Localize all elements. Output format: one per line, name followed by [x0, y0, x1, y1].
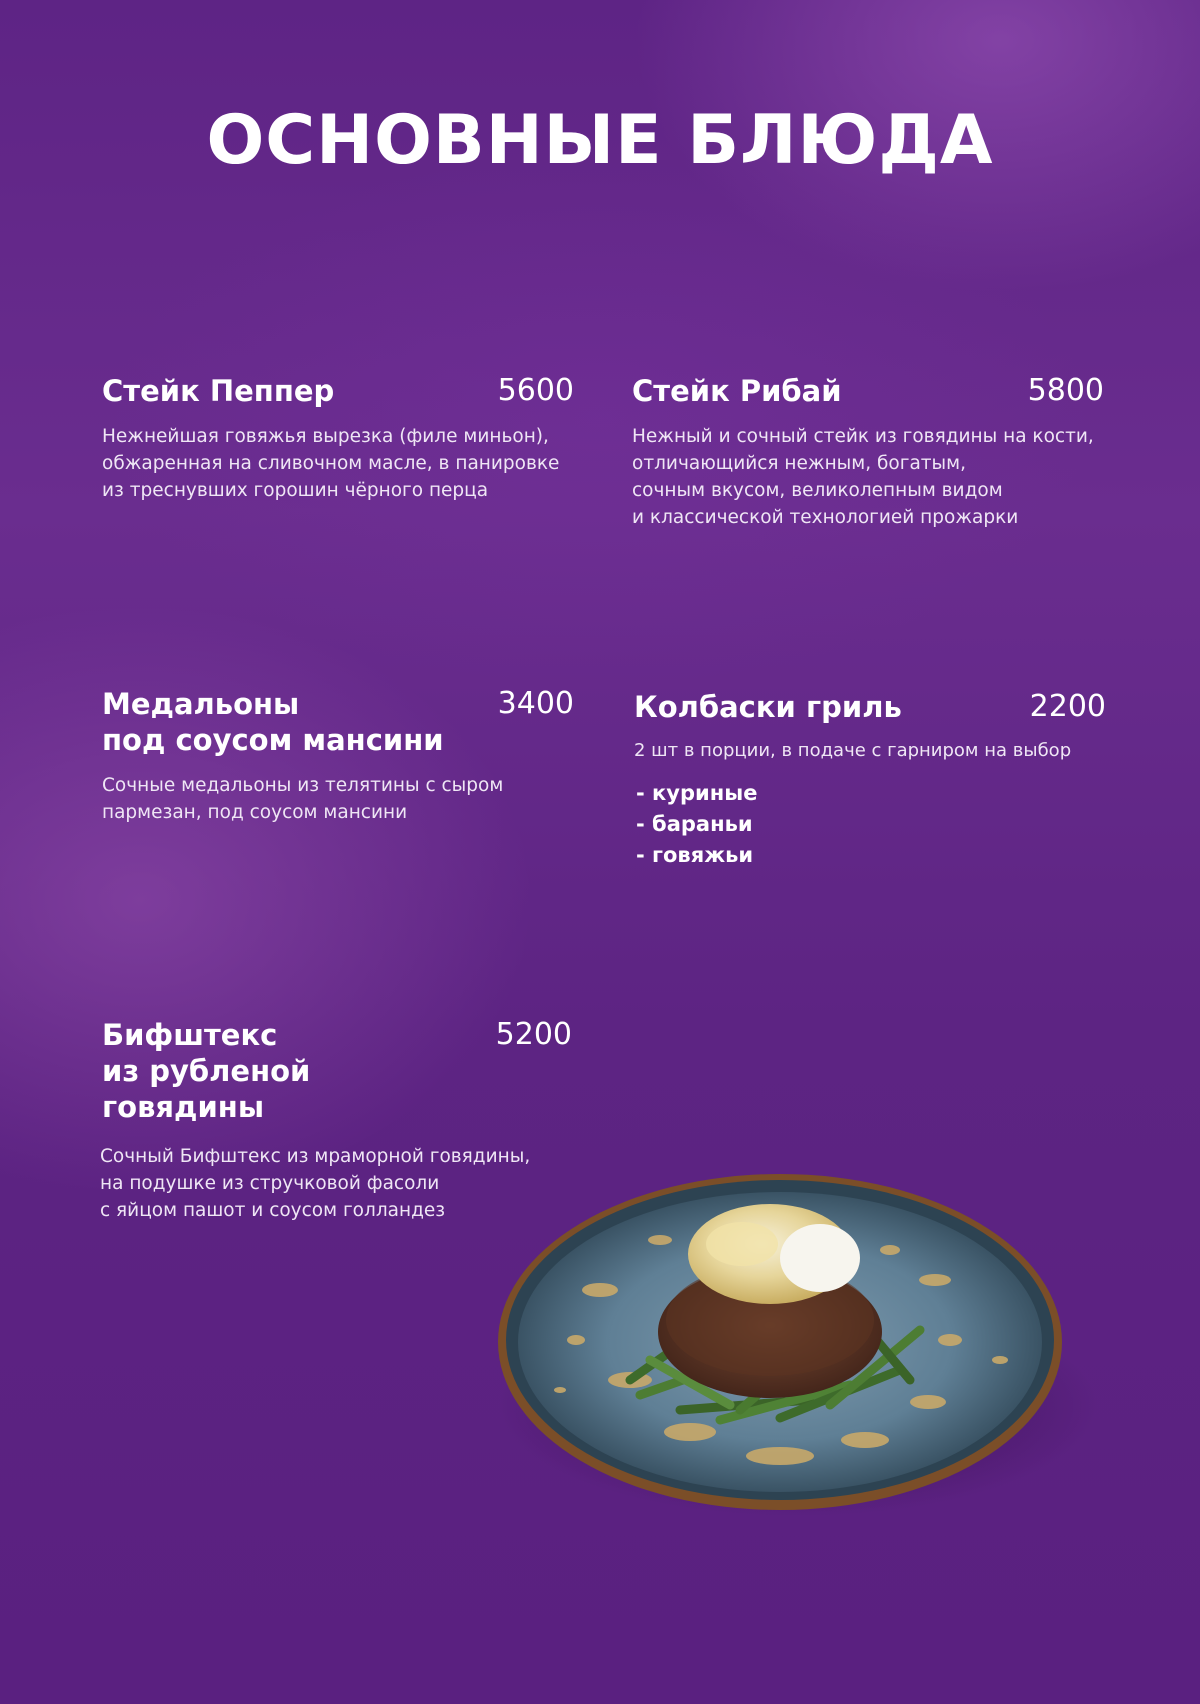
menu-item-description: 2 шт в порции, в подаче с гарниром на выбор: [634, 740, 1072, 761]
menu-item-option: - куриные: [636, 781, 758, 805]
menu-item-name: Медальоны под соусом мансини: [102, 687, 444, 757]
menu-item-option: - бараньи: [636, 812, 753, 836]
menu-item-name: Колбаски гриль: [634, 690, 902, 724]
menu-item-price: 2200: [1029, 689, 1106, 724]
menu-item-price: 5200: [495, 1017, 572, 1052]
menu-item-option: - говяжьи: [636, 843, 754, 867]
menu-item-options: [636, 778, 1106, 871]
menu-item-price: 5800: [1027, 373, 1104, 408]
menu-item-price: 3400: [497, 686, 574, 721]
dish-photo: [480, 1170, 1100, 1520]
menu-item-price: 5600: [497, 373, 574, 408]
menu-item-steak-pepper: [102, 373, 574, 504]
menu-item-description: Нежный и сочный стейк из говядины на кости, отличающийся нежным, богатым, сочным вкусом, великолепным видом и классической технологией прожарки: [632, 426, 1094, 528]
menu-item-description: Сочный Бифштекс из мраморной говядины, на подушке из стручковой фасоли с яйцом пашот и соусом голландез: [100, 1146, 531, 1221]
menu-item-steak-ribeye: [632, 373, 1104, 531]
menu-item-description: Нежнейшая говяжья вырезка (филе миньон), обжаренная на сливочном масле, в панировке из треснувших горошин чёрного перца: [102, 426, 560, 501]
plate-illustration: [480, 1170, 1100, 1520]
menu-item-name: Стейк Пеппер: [102, 374, 335, 408]
menu-item-medallions: [102, 686, 574, 826]
menu-item-name: Бифштекс из рубленой говядины: [102, 1018, 311, 1124]
page-title: ОСНОВНЫЕ БЛЮДА: [206, 101, 994, 180]
menu-item-description: Сочные медальоны из телятины с сыром пармезан, под соусом мансини: [102, 775, 504, 823]
menu-item-name: Стейк Рибай: [632, 374, 842, 408]
menu-item-grill-sausages: [634, 689, 1106, 871]
